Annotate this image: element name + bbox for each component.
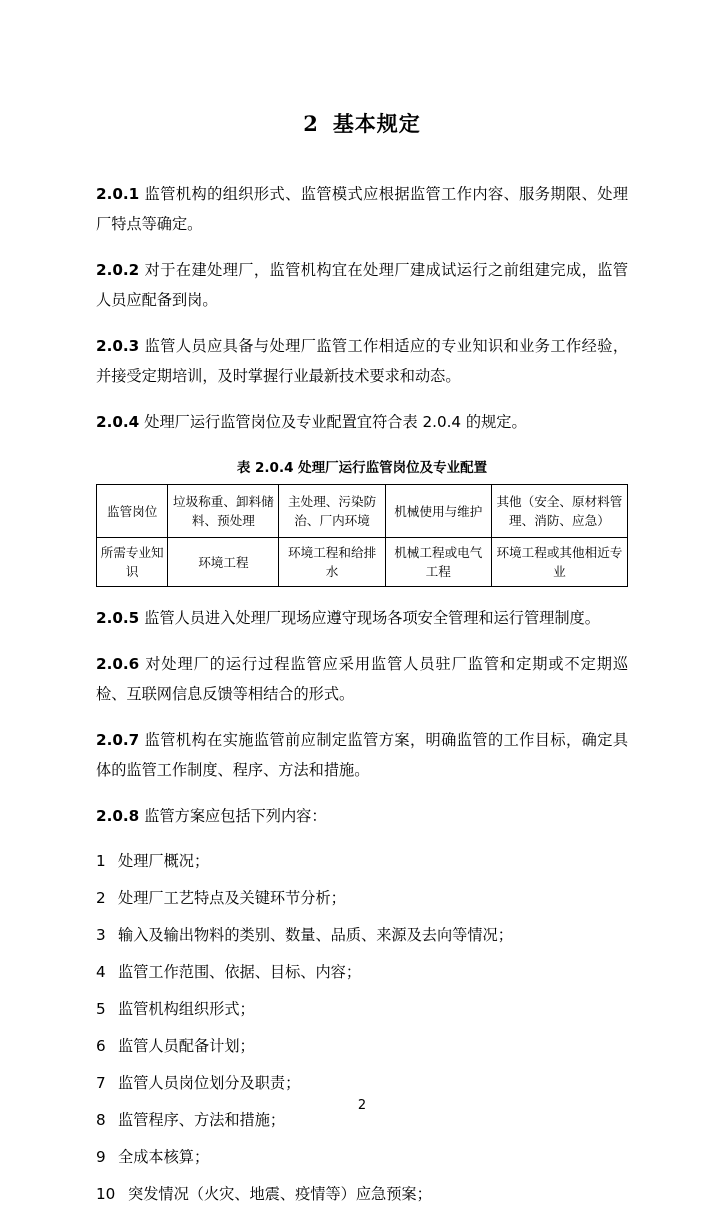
document-page (0, 108, 724, 1204)
clause-text: 监管方案应包括下列内容： (144, 807, 327, 825)
list-item-number: 9 (96, 1148, 106, 1167)
list-item (96, 846, 628, 876)
list-item (96, 1179, 628, 1209)
list-item (96, 920, 628, 950)
list-item-number: 10 (96, 1185, 116, 1204)
table-cell: 环境工程 (168, 538, 279, 587)
list-item-number: 8 (96, 1111, 106, 1130)
list-item-number: 7 (96, 1074, 106, 1093)
clause-text: 监管机构的组织形式、监管模式应根据监管工作内容、服务期限、处理厂特点等确定。 (96, 185, 628, 233)
list-item-number: 4 (96, 963, 106, 982)
page-title (96, 108, 628, 138)
page-title-number: 2 (303, 111, 319, 136)
table-cell: 机械使用与维护 (385, 485, 491, 538)
list-item (96, 1031, 628, 1061)
list-item-number: 1 (96, 852, 106, 871)
clause-text: 监管机构在实施监管前应制定监管方案，明确监管的工作目标，确定具体的监管工作制度、程序、方法和措施。 (96, 731, 628, 779)
list-item (96, 957, 628, 987)
list-item-text: 输入及输出物料的类别、数量、品质、来源及去向等情况； (118, 926, 513, 945)
table-row-label: 所需专业知识 (97, 538, 168, 587)
clause-id: 2.0.6 (96, 655, 140, 673)
list-item-text: 突发情况（火灾、地震、疫情等）应急预案； (128, 1185, 432, 1204)
clause-2-0-4 (96, 407, 628, 437)
list-item-number: 2 (96, 889, 106, 908)
list-item-text: 监管程序、方法和措施； (118, 1111, 286, 1130)
clause-text: 对于在建处理厂，监管机构宜在处理厂建成试运行之前组建完成，监管人员应配备到岗。 (96, 261, 628, 309)
list-item-text: 处理厂工艺特点及关键环节分析； (118, 889, 346, 908)
clause-text: 处理厂运行监管岗位及专业配置宜符合表 2.0.4 的规定。 (144, 413, 527, 431)
sub-item-list (96, 846, 628, 1209)
table-row-label: 监管岗位 (97, 485, 168, 538)
clause-id: 2.0.1 (96, 185, 140, 203)
table-cell: 其他（安全、原材料管理、消防、应急） (491, 485, 627, 538)
list-item (96, 994, 628, 1024)
table-cell: 环境工程或其他相近专业 (491, 538, 627, 587)
table-cell: 环境工程和给排水 (279, 538, 385, 587)
list-item-number: 6 (96, 1037, 106, 1056)
clause-text: 监管人员进入处理厂现场应遵守现场各项安全管理和运行管理制度。 (144, 609, 600, 627)
list-item (96, 1068, 628, 1098)
clause-2-0-8 (96, 801, 628, 831)
table-row (97, 485, 628, 538)
list-item (96, 883, 628, 913)
table-caption: 表 2.0.4 处理厂运行监管岗位及专业配置 (236, 460, 488, 476)
list-item (96, 1142, 628, 1172)
table-cell: 主处理、污染防治、厂内环境 (279, 485, 385, 538)
clause-2-0-5 (96, 603, 628, 633)
clause-id: 2.0.5 (96, 609, 140, 627)
list-item-text: 监管机构组织形式； (118, 1000, 255, 1019)
clause-id: 2.0.7 (96, 731, 140, 749)
list-item-number: 3 (96, 926, 106, 945)
table-row (97, 538, 628, 587)
clause-id: 2.0.3 (96, 337, 140, 355)
page-title-text: 基本规定 (332, 111, 421, 136)
list-item-text: 监管人员配备计划； (118, 1037, 255, 1056)
clause-2-0-6 (96, 649, 628, 709)
list-item-text: 处理厂概况； (118, 852, 210, 871)
clause-id: 2.0.8 (96, 807, 140, 825)
table-cell: 机械工程或电气工程 (385, 538, 491, 587)
clause-text: 监管人员应具备与处理厂监管工作相适应的专业知识和业务工作经验，并接受定期培训，及时掌握行业最新技术要求和动态。 (96, 337, 628, 385)
clause-text: 对处理厂的运行过程监管应采用监管人员驻厂监管和定期或不定期巡检、互联网信息反馈等相结合的形式。 (96, 655, 628, 703)
list-item-text: 监管工作范围、依据、目标、内容； (118, 963, 361, 982)
list-item-text: 全成本核算； (118, 1148, 210, 1167)
clause-2-0-3 (96, 331, 628, 391)
spec-table (96, 484, 628, 587)
list-item-text: 监管人员岗位划分及职责； (118, 1074, 301, 1093)
clause-id: 2.0.2 (96, 261, 140, 279)
clause-id: 2.0.4 (96, 413, 140, 431)
clause-2-0-2 (96, 255, 628, 315)
page-number: 2 (357, 1098, 367, 1113)
table-cell: 垃圾称重、卸料储料、预处理 (168, 485, 279, 538)
list-item-number: 5 (96, 1000, 106, 1019)
clause-2-0-7 (96, 725, 628, 785)
clause-2-0-1 (96, 179, 628, 239)
